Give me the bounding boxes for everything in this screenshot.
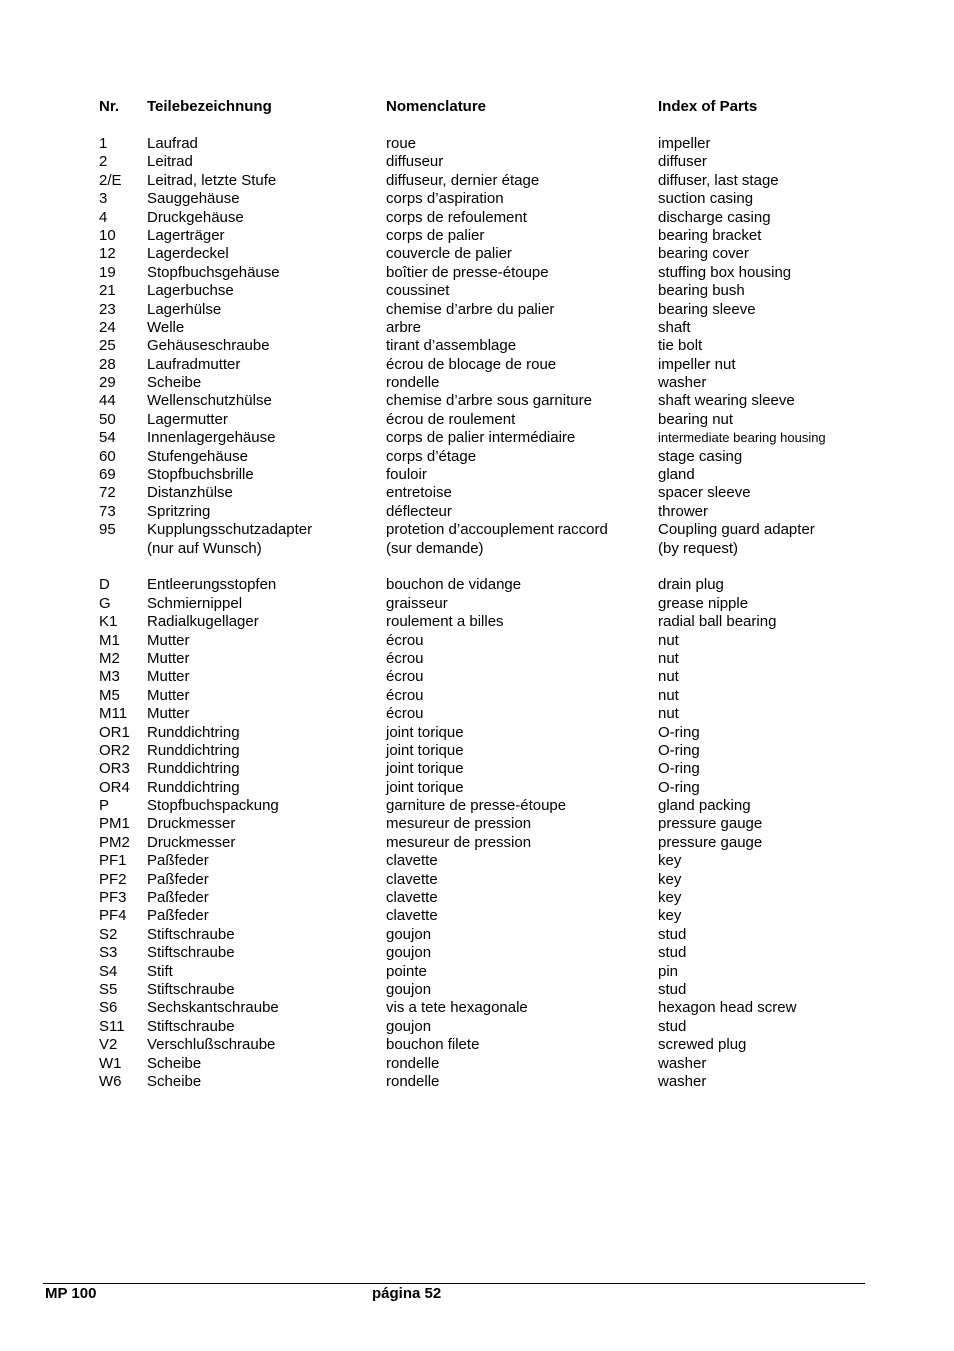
part-name-german: Stift <box>147 962 173 980</box>
part-name-german: Runddichtring <box>147 760 240 778</box>
part-number: M1 <box>99 631 120 649</box>
part-name-french: corps de refoulement <box>386 208 527 226</box>
part-name-french: joint torique <box>386 778 464 796</box>
part-name-german: Sauggehäuse <box>147 190 240 208</box>
part-name-french: écrou <box>386 705 424 723</box>
table-row <box>99 944 879 962</box>
part-name-english: pressure gauge <box>658 815 763 833</box>
part-name-english: pin <box>658 962 679 980</box>
part-number: 95 <box>99 521 116 539</box>
part-name-german: Stiftschraube <box>147 980 235 998</box>
table-row <box>99 724 879 742</box>
part-name-french: corps d’étage <box>386 447 477 465</box>
part-name-german: Lagerhülse <box>147 300 222 318</box>
part-name-english: diffuser <box>658 153 707 171</box>
part-name-english: radial ball bearing <box>658 613 777 631</box>
part-name-french: clavette <box>386 907 438 925</box>
table-row <box>99 815 879 833</box>
part-name-german: Paßfeder <box>147 889 209 907</box>
part-number: 21 <box>99 282 116 300</box>
part-name-english: grease nipple <box>658 594 749 612</box>
part-name-german: Stopfbuchsbrille <box>147 466 254 484</box>
table-row <box>99 448 879 466</box>
part-number: PF2 <box>99 870 127 888</box>
part-name-french: corps d’aspiration <box>386 190 504 208</box>
part-number: 54 <box>99 429 116 447</box>
part-name-english: drain plug <box>658 576 724 594</box>
part-name-german: Lagerdeckel <box>147 245 229 263</box>
part-name-german: Runddichtring <box>147 778 240 796</box>
part-name-german: Paßfeder <box>147 907 209 925</box>
part-number: 23 <box>99 300 116 318</box>
part-name-english: gland packing <box>658 797 751 815</box>
part-name-german: Radialkugellager <box>147 613 259 631</box>
table-row <box>99 871 879 889</box>
part-name-english: intermediate bearing housing <box>658 430 826 446</box>
part-name-french: arbre <box>386 318 422 336</box>
part-name-english: stud <box>658 944 687 962</box>
part-name-german: Scheibe <box>147 374 202 392</box>
table-row <box>99 392 879 410</box>
table-header <box>99 97 879 117</box>
part-name-french: coussinet <box>386 282 450 300</box>
part-number: S4 <box>99 962 118 980</box>
part-name-german: Paßfeder <box>147 852 209 870</box>
part-number: 25 <box>99 337 116 355</box>
part-name-french: goujon <box>386 925 432 943</box>
table-row <box>99 1018 879 1036</box>
part-name-english: tie bolt <box>658 337 703 355</box>
table-row <box>99 411 879 429</box>
part-name-english: bearing sleeve <box>658 300 756 318</box>
part-name-german: (nur auf Wunsch) <box>147 539 262 557</box>
part-name-english: O-ring <box>658 760 700 778</box>
table-row <box>99 595 879 613</box>
table-row <box>99 429 879 447</box>
part-number: PF4 <box>99 907 127 925</box>
table-row <box>99 1055 879 1073</box>
part-name-german: Lagerbuchse <box>147 282 234 300</box>
part-number: M5 <box>99 686 120 704</box>
part-name-german: Leitrad, letzte Stufe <box>147 171 277 189</box>
part-name-english: shaft <box>658 318 691 336</box>
part-name-german: Wellenschutzhülse <box>147 392 272 410</box>
part-number: P <box>99 797 110 815</box>
table-row <box>99 135 879 153</box>
part-number: M3 <box>99 668 120 686</box>
part-name-english: bearing nut <box>658 410 734 428</box>
header-nr: Nr. <box>99 98 120 115</box>
part-name-french: rondelle <box>386 1054 440 1072</box>
part-name-french: (sur demande) <box>386 539 484 557</box>
part-name-english: stud <box>658 980 687 998</box>
part-name-german: Welle <box>147 318 185 336</box>
part-name-german: Verschlußschraube <box>147 1036 276 1054</box>
part-number: K1 <box>99 613 118 631</box>
table-row <box>99 227 879 245</box>
part-name-german: Lagerträger <box>147 226 225 244</box>
part-name-german: Schmiernippel <box>147 594 243 612</box>
table-row <box>99 466 879 484</box>
part-name-french: chemise d’arbre du palier <box>386 300 555 318</box>
part-name-german: Stiftschraube <box>147 1017 235 1035</box>
part-name-french: protetion d’accouplement raccord <box>386 521 608 539</box>
part-name-german: Mutter <box>147 686 190 704</box>
part-name-english: washer <box>658 1072 707 1090</box>
part-name-french: écrou <box>386 668 424 686</box>
part-name-french: écrou de roulement <box>386 410 516 428</box>
table-row <box>99 668 879 686</box>
part-number: 2/E <box>99 171 122 189</box>
table-body <box>99 135 879 1091</box>
part-name-german: Laufrad <box>147 135 198 152</box>
part-name-german: Mutter <box>147 668 190 686</box>
part-name-french: mesureur de pression <box>386 833 532 851</box>
part-name-english: impeller nut <box>658 355 736 373</box>
part-number: S5 <box>99 980 118 998</box>
part-name-french: tirant d’assemblage <box>386 337 517 355</box>
part-number: 44 <box>99 392 116 410</box>
part-name-french: mesureur de pression <box>386 815 532 833</box>
part-number: 73 <box>99 502 116 520</box>
table-row <box>99 1073 879 1091</box>
table-row <box>99 319 879 337</box>
header-english: Index of Parts <box>658 98 758 115</box>
table-row <box>99 779 879 797</box>
part-name-french: vis a tete hexagonale <box>386 999 528 1017</box>
part-name-german: Druckmesser <box>147 833 236 851</box>
part-name-french: goujon <box>386 944 432 962</box>
part-name-german: Entleerungsstopfen <box>147 576 277 594</box>
table-row <box>99 540 879 558</box>
part-name-french: couvercle de palier <box>386 245 512 263</box>
part-name-english: bearing cover <box>658 245 749 263</box>
part-name-french: entretoise <box>386 484 452 502</box>
part-name-english: key <box>658 889 682 907</box>
part-number: PF3 <box>99 889 127 907</box>
part-name-german: Spritzring <box>147 502 211 520</box>
footer-page-number: página 52 <box>372 1285 442 1302</box>
part-name-english: gland <box>658 466 695 484</box>
header-german: Teilebezeichnung <box>147 98 272 115</box>
part-name-german: Leitrad <box>147 153 193 171</box>
part-name-french: clavette <box>386 889 438 907</box>
part-name-english: diffuser, last stage <box>658 171 779 189</box>
part-name-english: nut <box>658 649 679 667</box>
table-row <box>99 1036 879 1054</box>
footer-divider <box>43 1283 865 1284</box>
part-name-english: nut <box>658 631 679 649</box>
table-row <box>99 356 879 374</box>
part-number: PM1 <box>99 815 130 833</box>
part-name-german: Kupplungsschutzadapter <box>147 521 313 539</box>
part-name-english: stud <box>658 925 687 943</box>
part-name-german: Runddichtring <box>147 741 240 759</box>
part-name-english: key <box>658 852 682 870</box>
part-name-french: déflecteur <box>386 502 452 520</box>
part-name-german: Stufengehäuse <box>147 447 248 465</box>
part-number: 1 <box>99 135 108 152</box>
part-number: 50 <box>99 410 116 428</box>
part-name-german: Mutter <box>147 649 190 667</box>
part-number: V2 <box>99 1036 118 1054</box>
part-number: OR2 <box>99 741 130 759</box>
table-row <box>99 576 879 594</box>
part-name-german: Mutter <box>147 631 190 649</box>
part-number: 28 <box>99 355 116 373</box>
table-row <box>99 172 879 190</box>
table-row <box>99 705 879 723</box>
part-number: 12 <box>99 245 116 263</box>
part-name-german: Stopfbuchspackung <box>147 797 279 815</box>
part-name-english: pressure gauge <box>658 833 763 851</box>
part-name-german: Runddichtring <box>147 723 240 741</box>
part-name-english: screwed plug <box>658 1036 747 1054</box>
table-row <box>99 889 879 907</box>
part-name-english: stuffing box housing <box>658 263 792 281</box>
part-name-english: washer <box>658 374 707 392</box>
part-name-english: Coupling guard adapter <box>658 521 815 539</box>
table-row <box>99 484 879 502</box>
part-name-english: nut <box>658 668 679 686</box>
part-name-french: corps de palier intermédiaire <box>386 429 576 447</box>
table-row <box>99 650 879 668</box>
table-row <box>99 981 879 999</box>
part-name-french: clavette <box>386 870 438 888</box>
part-name-english: hexagon head screw <box>658 999 797 1017</box>
table-row <box>99 245 879 263</box>
part-number: 4 <box>99 208 108 226</box>
table-row <box>99 999 879 1017</box>
part-name-english: (by request) <box>658 539 739 557</box>
part-name-german: Stopfbuchsgehäuse <box>147 263 280 281</box>
part-name-german: Scheibe <box>147 1054 202 1072</box>
part-number: 60 <box>99 447 116 465</box>
part-name-german: Laufradmutter <box>147 355 241 373</box>
part-name-english: spacer sleeve <box>658 484 751 502</box>
header-french: Nomenclature <box>386 98 487 115</box>
footer-model: MP 100 <box>45 1285 97 1302</box>
part-number: S2 <box>99 925 118 943</box>
part-number: PM2 <box>99 833 130 851</box>
part-name-german: Paßfeder <box>147 870 209 888</box>
part-number: 10 <box>99 226 116 244</box>
part-number: OR3 <box>99 760 130 778</box>
part-name-english: suction casing <box>658 190 754 208</box>
part-number: 29 <box>99 374 116 392</box>
part-name-french: boîtier de presse-étoupe <box>386 263 549 281</box>
part-number: OR4 <box>99 778 130 796</box>
part-name-german: Druckgehäuse <box>147 208 244 226</box>
part-number: 72 <box>99 484 116 502</box>
part-name-german: Gehäuseschraube <box>147 337 270 355</box>
table-row <box>99 374 879 392</box>
part-name-german: Lagermutter <box>147 410 228 428</box>
part-number: S11 <box>99 1017 125 1035</box>
table-row <box>99 834 879 852</box>
table-row <box>99 760 879 778</box>
part-number: W1 <box>99 1054 122 1072</box>
table-row <box>99 687 879 705</box>
parts-table <box>99 97 879 1091</box>
table-row <box>99 209 879 227</box>
part-name-german: Innenlagergehäuse <box>147 429 276 447</box>
part-name-german: Druckmesser <box>147 815 236 833</box>
part-name-french: diffuseur, dernier étage <box>386 171 540 189</box>
table-row <box>99 153 879 171</box>
part-name-french: bouchon filete <box>386 1036 480 1054</box>
part-name-french: écrou de blocage de roue <box>386 355 557 373</box>
part-name-french: joint torique <box>386 723 464 741</box>
part-number: 19 <box>99 263 116 281</box>
part-number: G <box>99 594 111 612</box>
part-name-english: nut <box>658 705 679 723</box>
table-row <box>99 797 879 815</box>
part-name-english: stud <box>658 1017 687 1035</box>
part-name-french: écrou <box>386 631 424 649</box>
part-name-english: nut <box>658 686 679 704</box>
table-row <box>99 926 879 944</box>
table-row <box>99 907 879 925</box>
part-name-english: thrower <box>658 502 709 520</box>
part-number: S6 <box>99 999 118 1017</box>
table-row <box>99 301 879 319</box>
part-name-french: corps de palier <box>386 226 485 244</box>
part-number: W6 <box>99 1072 122 1090</box>
part-name-french: fouloir <box>386 466 427 484</box>
part-name-french: roue <box>386 135 417 152</box>
part-name-french: écrou <box>386 649 424 667</box>
part-name-french: écrou <box>386 686 424 704</box>
part-name-english: washer <box>658 1054 707 1072</box>
table-row <box>99 264 879 282</box>
part-name-english: shaft wearing sleeve <box>658 392 795 410</box>
table-row <box>99 503 879 521</box>
part-name-french: pointe <box>386 962 427 980</box>
part-name-german: Sechskantschraube <box>147 999 279 1017</box>
part-name-french: garniture de presse-étoupe <box>386 797 567 815</box>
part-name-french: goujon <box>386 980 432 998</box>
part-number: M2 <box>99 649 120 667</box>
part-name-english: O-ring <box>658 778 700 796</box>
part-name-english: impeller <box>658 135 711 152</box>
table-row <box>99 632 879 650</box>
part-name-english: O-ring <box>658 741 700 759</box>
part-name-german: Mutter <box>147 705 190 723</box>
part-name-french: goujon <box>386 1017 432 1035</box>
part-name-french: roulement a billes <box>386 613 504 631</box>
part-number: S3 <box>99 944 118 962</box>
table-row <box>99 613 879 631</box>
part-name-german: Stiftschraube <box>147 944 235 962</box>
table-row <box>99 521 879 539</box>
part-number: 24 <box>99 318 116 336</box>
part-name-french: joint torique <box>386 760 464 778</box>
part-number: PF1 <box>99 852 127 870</box>
part-name-english: bearing bush <box>658 282 745 300</box>
part-name-french: bouchon de vidange <box>386 576 522 594</box>
part-name-french: clavette <box>386 852 438 870</box>
table-row <box>99 742 879 760</box>
part-name-english: stage casing <box>658 447 743 465</box>
table-row <box>99 282 879 300</box>
part-name-english: O-ring <box>658 723 700 741</box>
part-name-german: Scheibe <box>147 1072 202 1090</box>
part-number: M11 <box>99 705 128 723</box>
part-number: 3 <box>99 190 108 208</box>
part-name-french: rondelle <box>386 1072 440 1090</box>
part-number: 2 <box>99 153 108 171</box>
part-number: D <box>99 576 110 594</box>
part-name-french: joint torique <box>386 741 464 759</box>
part-name-english: discharge casing <box>658 208 771 226</box>
part-name-german: Stiftschraube <box>147 925 235 943</box>
part-name-french: graisseur <box>386 594 448 612</box>
part-number: 69 <box>99 466 116 484</box>
table-row <box>99 852 879 870</box>
part-name-german: Distanzhülse <box>147 484 233 502</box>
table-row <box>99 963 879 981</box>
part-name-english: bearing bracket <box>658 226 762 244</box>
table-row <box>99 337 879 355</box>
part-name-english: key <box>658 907 682 925</box>
part-name-french: rondelle <box>386 374 440 392</box>
part-name-french: chemise d’arbre sous garniture <box>386 392 592 410</box>
table-row <box>99 190 879 208</box>
part-name-english: key <box>658 870 682 888</box>
part-number: OR1 <box>99 723 130 741</box>
part-name-french: diffuseur <box>386 153 444 171</box>
